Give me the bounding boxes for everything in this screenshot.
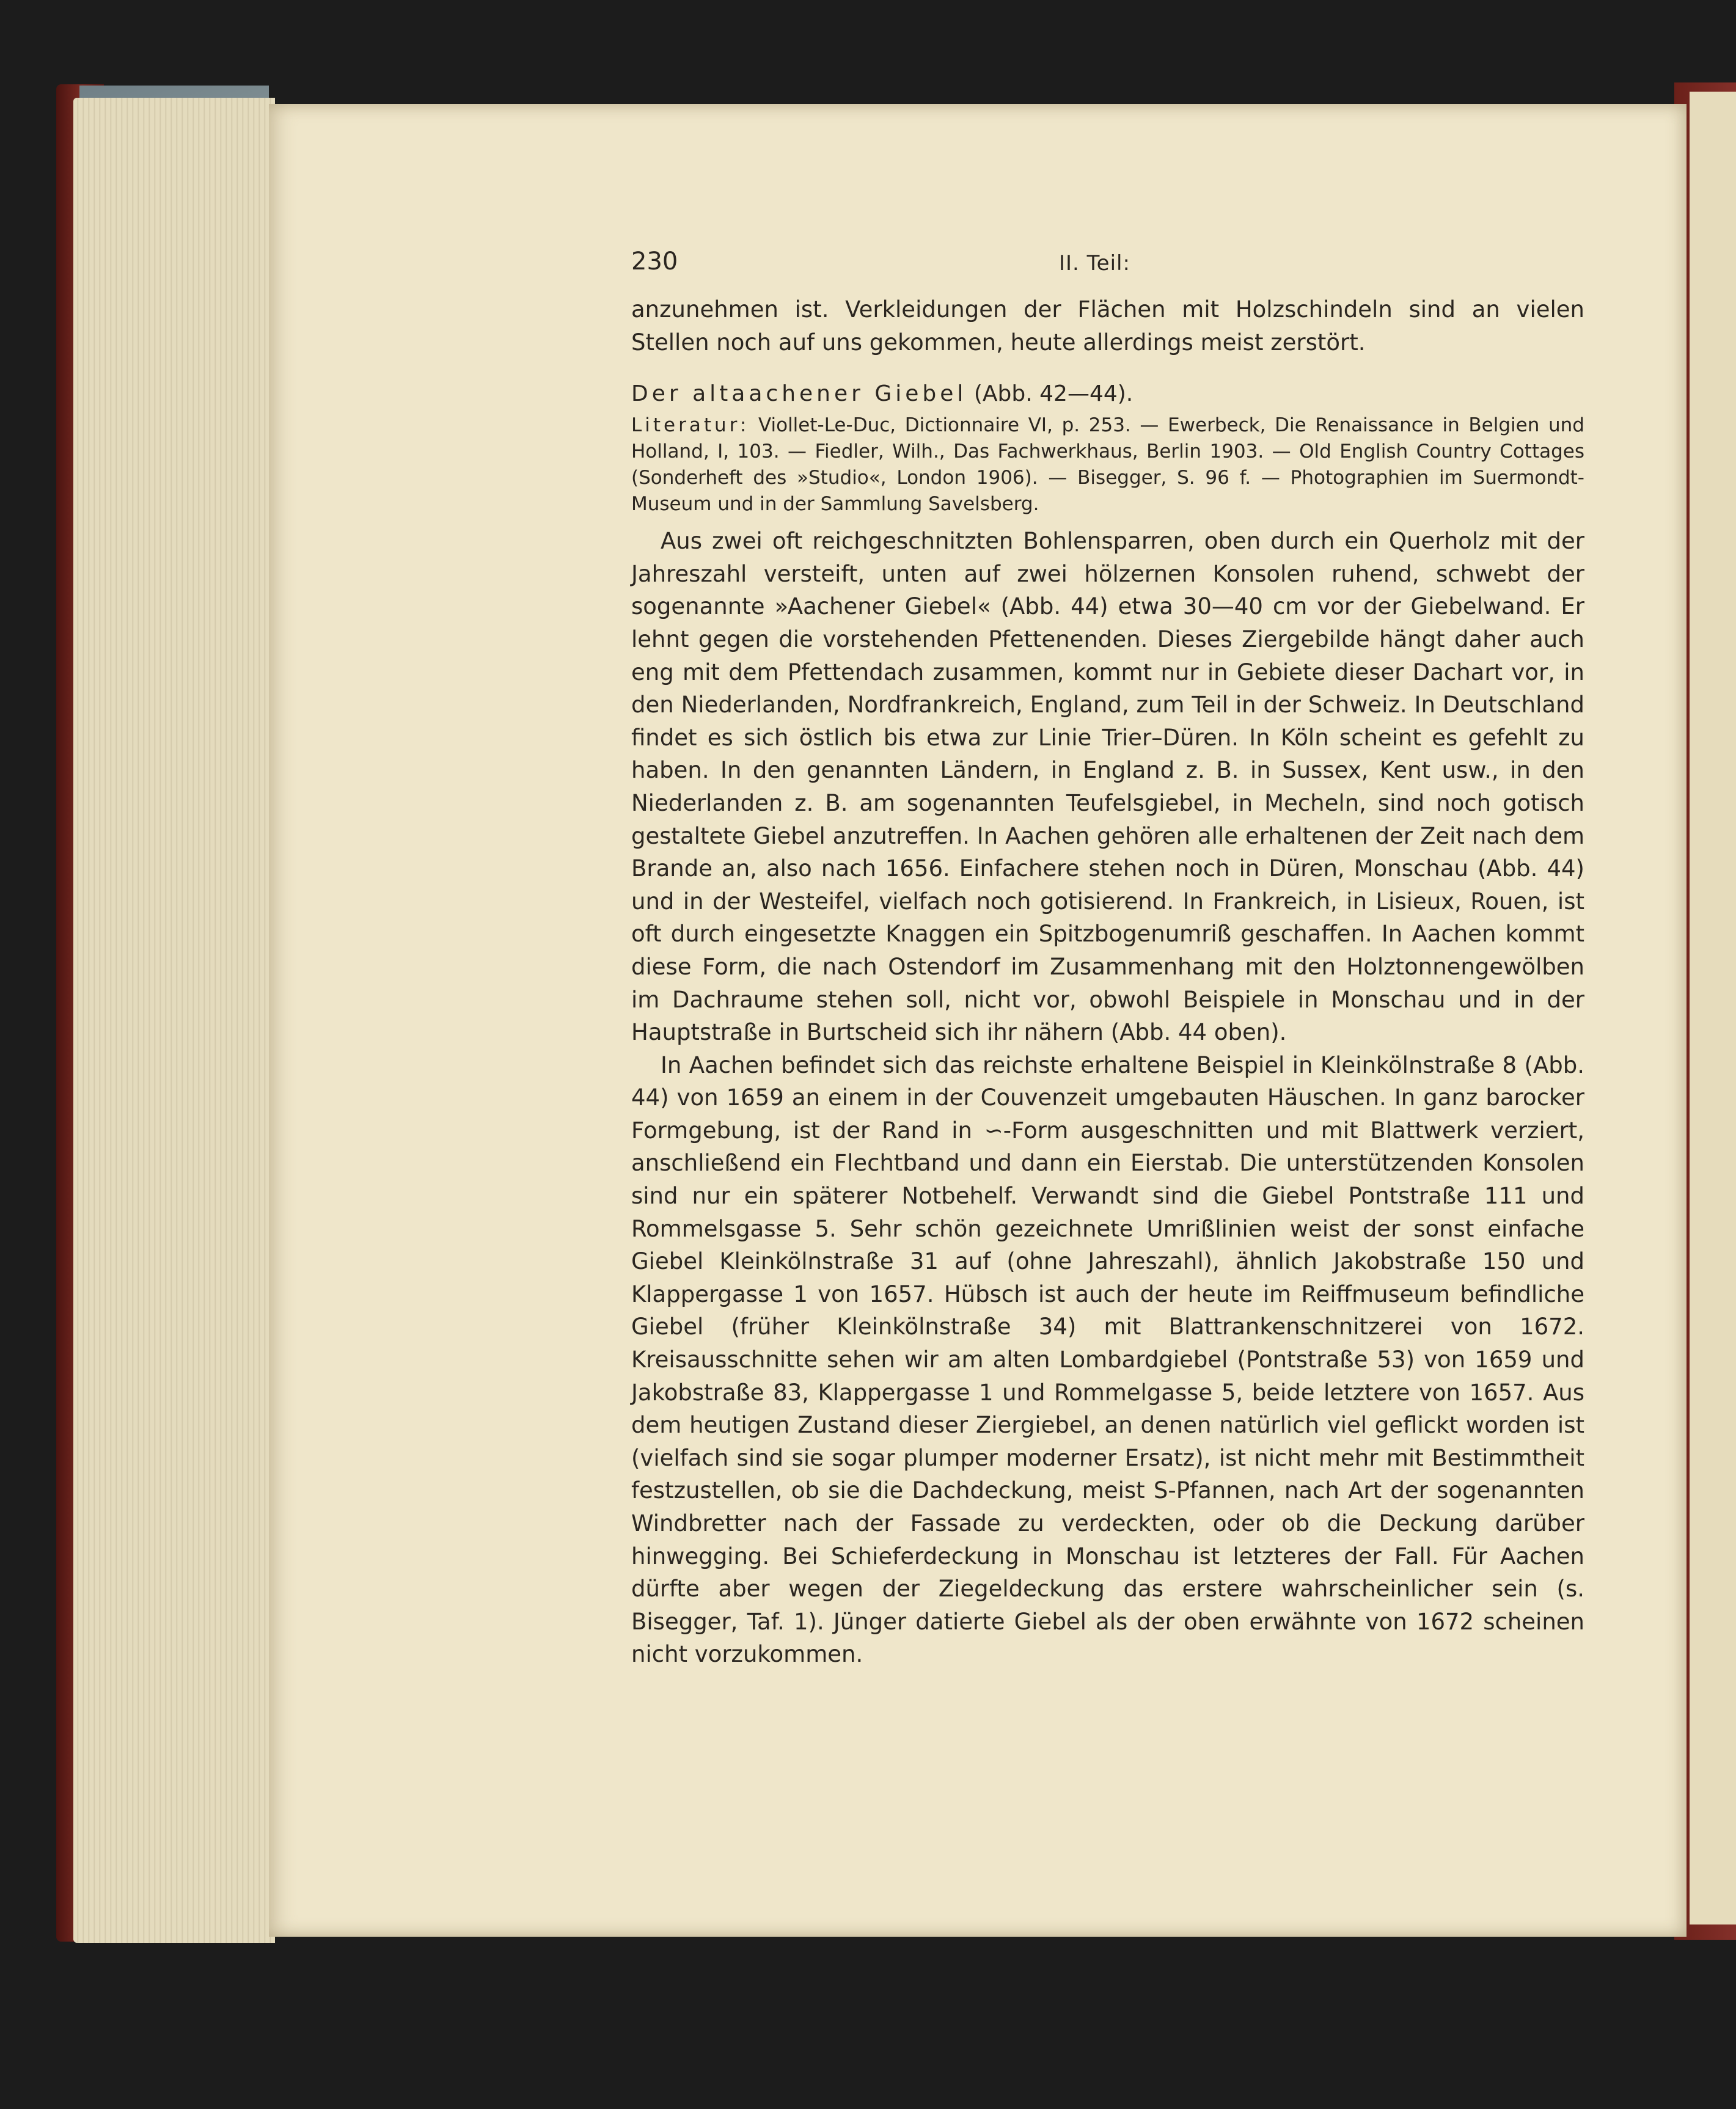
section-title-ref: (Abb. 42—44). bbox=[967, 381, 1134, 407]
section-title bbox=[631, 376, 1584, 412]
page-content bbox=[631, 247, 1584, 1671]
page-edges bbox=[73, 98, 275, 1943]
facing-page-edge bbox=[1690, 92, 1736, 1924]
page-header bbox=[631, 247, 1584, 293]
page-number: 230 bbox=[631, 247, 678, 276]
literature-text: Viollet-Le-Duc, Dictionnaire VI, p. 253. — Ewerbeck, Die Renaissance in Belgien und Holland, I, 103. — Fiedler, Wilh., Das Fachwerkhaus, Berlin 1903. — Old English Country Cottages (Sonderheft des »Studio«, London 1906). — Bisegger, S. 96 f. — Photographien im Suermondt-Museum und in der Sammlung Savelsberg. bbox=[631, 414, 1584, 516]
section-title-text: Der altaachener Giebel bbox=[631, 381, 967, 407]
literature-label: Literatur: bbox=[631, 414, 750, 437]
literature-note bbox=[631, 412, 1584, 517]
body-paragraph-2: In Aachen befindet sich das reichste erhaltene Beispiel in Kleinkölnstraße 8 (Abb. 44) von 1659 an einem in der Couvenzeit umgebauten Häuschen. In ganz barocker Formgebung, ist der Rand in ∽-Form ausgeschnitten und mit Blattwerk verziert, anschließend ein Flechtband und dann ein Eierstab. Die unterstützenden Konsolen sind nur ein späterer Notbehelf. Verwandt sind die Giebel Pontstraße 111 und Rommelsgasse 5. Sehr schön gezeichnete Umrißlinien weist der sonst einfache Giebel Kleinkölnstraße 31 auf (ohne Jahreszahl), ähnlich Jakobstraße 150 und Klappergasse 1 von 1657. Hübsch ist auch der heute im Reiffmuseum befindliche Giebel (früher Kleinkölnstraße 34) mit Blattrankenschnitzerei von 1672. Kreisausschnitte sehen wir am alten Lombardgiebel (Pontstraße 53) von 1659 und Jakobstraße 83, Klappergasse 1 und Rommelgasse 5, beide letztere von 1657. Aus dem heutigen Zustand dieser Ziergiebel, an denen natürlich viel geflickt worden ist (vielfach sind sie sogar plumper moderner Ersatz), ist nicht mehr mit Bestimmtheit festzustellen, ob sie die Dachdeckung, meist S-Pfannen, nach Art der sogenannten Windbretter nach der Fassade zu verdeckten, oder ob die Deckung darüber hinwegging. Bei Schieferdeckung in Monschau ist letzteres der Fall. Für Aachen dürfte aber wegen der Ziegeldeckung das erstere wahrscheinlicher sein (s. Bisegger, Taf. 1). Jünger datierte Giebel als der oben erwähnte von 1672 scheinen nicht vorzukommen. bbox=[631, 1051, 1584, 1668]
intro-paragraph: anzunehmen ist. Verkleidungen der Flächen mit Holzschindeln sind an vielen Stellen noch auf uns gekommen, heute allerdings meist zerstört. bbox=[631, 296, 1584, 356]
body-paragraph-1: Aus zwei oft reichgeschnitzten Bohlensparren, oben durch ein Querholz mit der Jahreszahl versteift, unten auf zwei hölzernen Konsolen ruhend, schwebt der sogenannte »Aachener Giebel« (Abb. 44) etwa 30—40 cm vor der Giebelwand. Er lehnt gegen die vorstehenden Pfettenenden. Dieses Ziergebilde hängt daher auch eng mit dem Pfettendach zusammen, kommt nur in Gebiete dieser Dachart vor, in den Niederlanden, Nordfrankreich, England, zum Teil in der Schweiz. In Deutschland findet es sich östlich bis etwa zur Linie Trier–Düren. In Köln scheint es gefehlt zu haben. In den genannten Ländern, in England z. B. in Sussex, Kent usw., in den Niederlanden z. B. am sogenannten Teufelsgiebel, in Mecheln, sind noch gotisch gestaltete Giebel anzutreffen. In Aachen gehören alle erhaltenen der Zeit nach dem Brande an, also nach 1656. Einfachere stehen noch in Düren, Monschau (Abb. 44) und in der Westeifel, vielfach noch gotisierend. In Frankreich, in Lisieux, Rouen, ist oft durch eingesetzte Knaggen ein Spitzbogenumriß geschaffen. In Aachen kommt diese Form, die nach Ostendorf im Zusammenhang mit den Holztonnengewölben im Dachraume stehen soll, nicht vor, obwohl Beispiele in Monschau und in der Hauptstraße in Burtscheid sich ihr nähern (Abb. 44 oben). bbox=[631, 528, 1584, 1046]
running-head: II. Teil: bbox=[1059, 251, 1130, 276]
